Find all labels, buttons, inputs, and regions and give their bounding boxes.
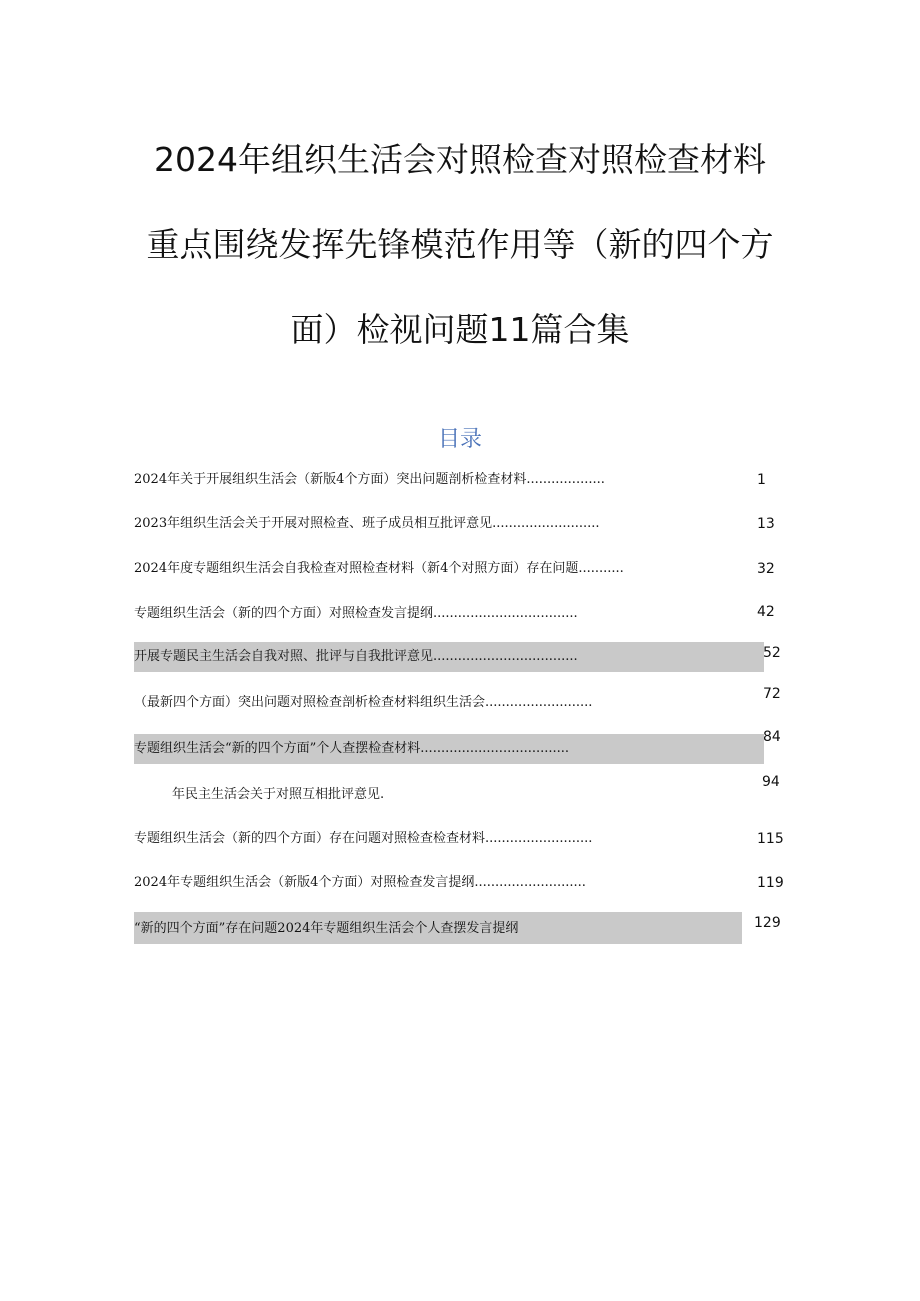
toc-entry-page: 94 — [762, 774, 780, 790]
document-title-line-1: 2024年组织生活会对照检查对照检查材料 — [154, 140, 766, 179]
toc-entry-text: 2024年关于开展组织生活会（新版4个方面）突出问题剖析检查材料................... — [134, 472, 605, 487]
toc-entry[interactable] — [134, 558, 756, 580]
document-title-line-3: 面）检视问题11篇合集 — [290, 310, 630, 349]
toc-entry[interactable] — [134, 692, 756, 714]
toc-entry-page: 84 — [763, 729, 781, 745]
toc-entry[interactable] — [134, 603, 756, 625]
toc-entry-text: 2023年组织生活会关于开展对照检查、班子成员相互批评意见.......................... — [134, 516, 600, 531]
document-title-line-2: 重点围绕发挥先锋模范作用等（新的四个方 — [146, 225, 774, 264]
toc-entry[interactable] — [134, 912, 742, 944]
toc-entry-text: 年民主生活会关于对照互相批评意见. — [172, 787, 385, 802]
toc-entry[interactable] — [134, 642, 764, 672]
toc-entry[interactable] — [134, 513, 756, 535]
toc-entry-text: （最新四个方面）突出问题对照检查剖析检查材料组织生活会.......................... — [134, 695, 593, 710]
toc-entry-page: 129 — [754, 915, 781, 931]
toc-entry[interactable] — [172, 784, 572, 806]
toc-entry-page: 32 — [757, 561, 775, 577]
toc-entry-page: 115 — [757, 831, 784, 847]
toc-entry-text: 专题组织生活会（新的四个方面）对照检查发言提纲................................... — [134, 606, 578, 621]
toc-entry-page: 119 — [757, 875, 784, 891]
toc-entry-page: 72 — [763, 686, 781, 702]
toc-entry-page: 52 — [763, 645, 781, 661]
toc-entry-text: 2024年度专题组织生活会自我检查对照检查材料（新4个对照方面）存在问题........... — [134, 561, 624, 576]
toc-entry-text: 专题组织生活会“新的四个方面”个人查摆检查材料.................................... — [134, 741, 570, 756]
toc-entry-page: 42 — [757, 604, 775, 620]
toc-entry[interactable] — [134, 734, 764, 764]
toc-entry-text: “新的四个方面”存在问题2024年专题组织生活会个人查摆发言提纲 — [134, 921, 519, 936]
toc-heading: 目录 — [437, 427, 482, 452]
toc-entry-page: 1 — [757, 472, 766, 488]
toc-entry-text: 2024年专题组织生活会（新版4个方面）对照检查发言提纲........................... — [134, 875, 586, 890]
toc-entry[interactable] — [134, 828, 756, 850]
toc-entry[interactable] — [134, 872, 756, 894]
toc-entry-text: 专题组织生活会（新的四个方面）存在问题对照检查检查材料.......................... — [134, 831, 593, 846]
toc-entry-text: 开展专题民主生活会自我对照、批评与自我批评意见................................... — [134, 649, 578, 664]
toc-entry[interactable] — [134, 469, 764, 491]
toc-entry-page: 13 — [757, 516, 775, 532]
